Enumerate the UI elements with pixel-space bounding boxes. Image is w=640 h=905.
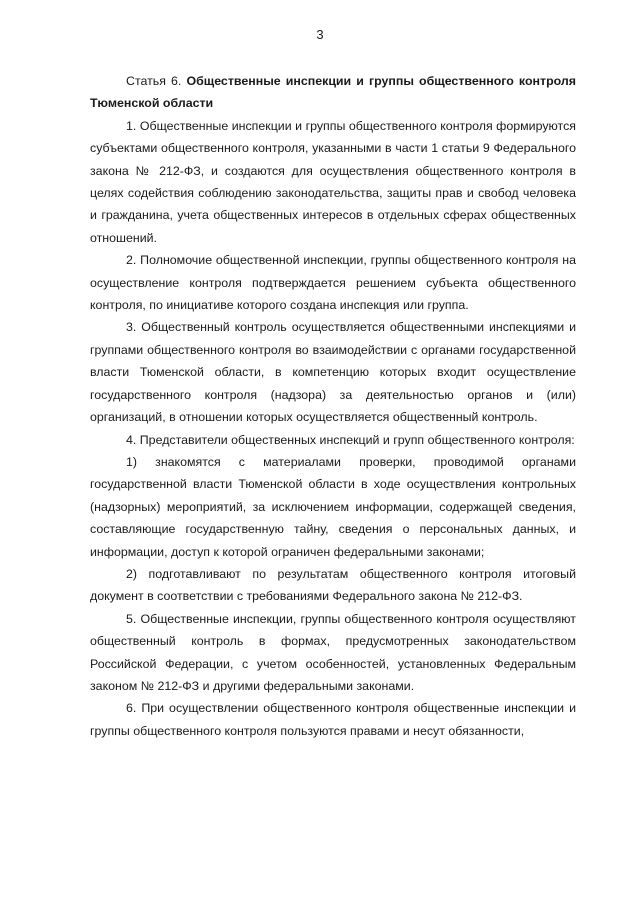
paragraph-6: 6. При осуществлении общественного контроля общественные инспекции и группы общественного контроля пользуются правами и несут обязанности,: [90, 701, 576, 738]
paragraph-2: 2. Полномочие общественной инспекции, группы общественного контроля на осуществление контроля подтверждается решением субъекта общественного контроля, по инициативе которого создана инспекция или группа.: [90, 253, 576, 313]
article-heading: [90, 70, 576, 115]
paragraph-5: 5. Общественные инспекции, группы общественного контроля осуществляют общественный контроль в формах, предусмотренных законодательством Российской Федерации, с учетом особенностей, установленных Федеральным законом № 212-ФЗ и другими федеральными законами.: [90, 611, 576, 693]
paragraph-4-item-2: 2) подготавливают по результатам общественного контроля итоговый документ в соответствии с требованиями Федерального закона № 212-ФЗ.: [90, 566, 576, 604]
page-number: 3: [316, 27, 324, 42]
document-body: [90, 70, 576, 742]
paragraph-4: 4. Представители общественных инспекций и групп общественного контроля:: [126, 432, 575, 447]
paragraph-3: 3. Общественный контроль осуществляется общественными инспекциями и группами общественного контроля во взаимодействии с органами государственной власти Тюменской области, в компетенцию которых входит осуществление государственного контроля (надзора) за деятельностью органов и (или) организаций, в отношении которых осуществляется общественный контроль.: [90, 320, 576, 425]
paragraph-1: 1. Общественные инспекции и группы общественного контроля формируются субъектами общественного контроля, указанными в части 1 статьи 9 Федерального закона № 212-ФЗ, и создаются для осуществления общественного контроля в целях содействия соблюдению законодательства, защиты прав и свобод человека и гражданина, учета общественных интересов в отдельных сферах общественных отношений.: [90, 118, 576, 245]
paragraph-4-item-1: 1) знакомятся с материалами проверки, проводимой органами государственной власти Тюменской области в ходе осуществления контрольных (надзорных) мероприятий, за исключением информации, содержащей сведения, составляющие государственную тайну, сведения о персональных данных, и информации, доступ к которой ограничен федеральными законами;: [90, 454, 576, 559]
article-title: Общественные инспекции и группы общественного контроля Тюменской области: [90, 74, 577, 111]
article-prefix: Статья 6.: [126, 74, 182, 88]
